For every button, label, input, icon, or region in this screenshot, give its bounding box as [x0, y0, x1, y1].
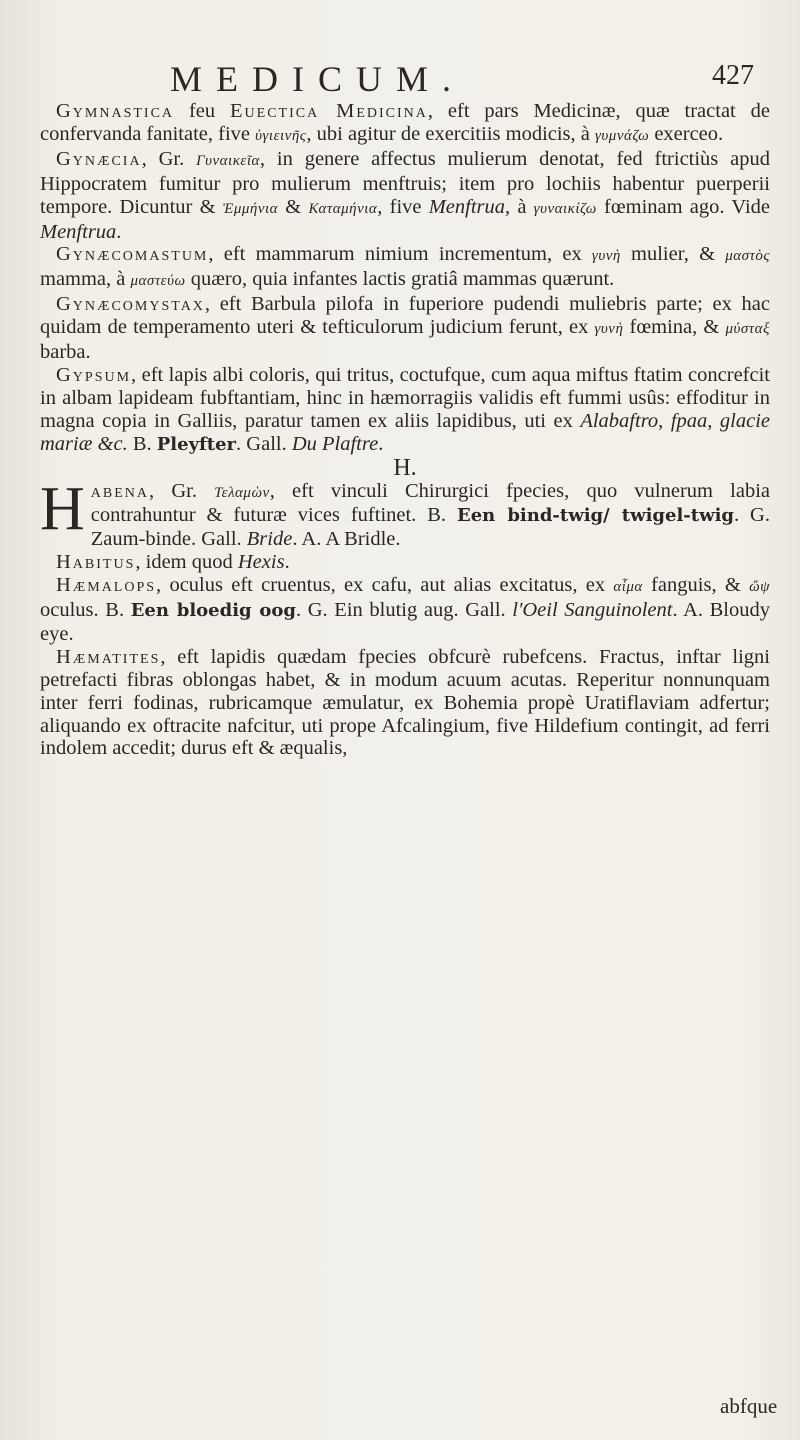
main-text [40, 100, 770, 760]
greek-term: μύσταξ [725, 321, 770, 338]
greek-term: γυναικίζω [533, 200, 597, 217]
entry-text: quæro, quia infantes lactis gratiâ mammas quærunt. [185, 268, 615, 291]
entry-text: . G. Zaum-binde. Gall. [90, 504, 770, 551]
entry-headword: Habitus [56, 551, 136, 574]
french-term: l'Oeil Sanguinolent [512, 599, 673, 622]
dutch-term: Een bloedig oog [130, 600, 296, 622]
entry-headword: Gymnastica [56, 100, 175, 122]
entry-text: , eft lapidis quædam fpecies obfcurè rubefcens. Fractus, inftar ligni petrefacti fibras oblongas habet, & in modum acuum acutas. Reperitur nonnunquam inter ferri fodinas, rubricamque æmulatur, ex Bohemia propè Uratiflaviam adfertur; aliquando ex oftracite nafcitur, uti prope Afcalingium, five Hildefium contingit, ad ferri indolem accedit; durus eft & æqualis, [40, 645, 770, 760]
greek-term: αἷμα [613, 579, 643, 596]
entry-text: , [658, 409, 671, 432]
entry-text: . Gall. [236, 432, 292, 455]
french-term: Bride [246, 528, 293, 551]
page-number: 427 [712, 60, 754, 91]
greek-term: γυνὴ [591, 248, 621, 265]
entry-text: fœmina, & [623, 316, 726, 339]
italic-term: &c. [97, 432, 128, 455]
cross-reference: Menftrua [40, 220, 117, 243]
entry-text: . [284, 551, 290, 574]
entry-text: , Gr. [141, 147, 197, 170]
entry-gynaecomastum [40, 243, 770, 293]
italic-term: Menftrua [428, 195, 506, 218]
french-term: Du Plaftre [291, 432, 379, 455]
entry-headword: Gynæcomastum [56, 243, 209, 266]
entry-text: , ubi agitur de exercitiis modicis, à [306, 122, 596, 145]
entry-text: , Gr. [149, 479, 215, 502]
entry-text: , eft vinculi Chirurgici fpecies, quo vulnerum labia contrahuntur & futuræ vices fuftinet. B. [90, 479, 771, 527]
entry-text: . A. A Bridle. [292, 528, 401, 551]
page-header [0, 58, 800, 102]
greek-term: ὑγιεινῆς [255, 127, 307, 144]
section-letter-heading: H. [393, 454, 417, 481]
entry-haemalops [40, 574, 770, 646]
entry-text: . [116, 220, 122, 243]
entry-headword: Gynæcomystax [56, 293, 205, 316]
entry-text: mamma, à [40, 268, 131, 291]
entry-text: , eft pars Medicinæ, quæ tractat de confervanda fanitate, five [40, 100, 770, 145]
entry-text: , à [505, 195, 534, 218]
running-title: MEDICUM. [170, 59, 466, 99]
entry-text: , five [377, 195, 429, 218]
entry-text: , eft mammarum nimium incrementum, ex [208, 243, 592, 266]
entry-headword: Euectica Medicina [230, 100, 428, 122]
dutch-term: Een bind-twig/ twigel-twig [456, 505, 734, 527]
entry-text: , idem quod [135, 551, 238, 574]
italic-term: glacie mariæ [40, 409, 770, 455]
entry-text: , in genere affectus mulierum denotat, fed ftrictiùs apud Hippocratem fumitur pro mulierum menftruis; item pro lochiis habentur puerperii tempore. Dicuntur & [40, 147, 771, 218]
entry-text: , oculus eft cruentus, ex cafu, aut alias excitatus, ex [156, 574, 614, 597]
greek-term: γυμνάζω [595, 127, 650, 144]
entry-text: feu [174, 100, 231, 122]
entry-habitus [40, 551, 770, 574]
entry-gynaecomystax [40, 293, 770, 364]
entry-text: . [378, 432, 384, 455]
greek-term: Καταμήνια [308, 200, 378, 217]
italic-term: fpaa [670, 409, 708, 432]
entry-text: , [707, 409, 720, 432]
dutch-term: Pleyfter [156, 433, 237, 455]
cross-reference: Hexis [237, 551, 285, 574]
entry-gynaecia [40, 148, 770, 244]
entry-headword: Hæmalops [56, 574, 157, 597]
entry-text: mulier, & [620, 243, 726, 266]
entry-haematites [40, 646, 770, 761]
entry-text: oculus. B. [40, 599, 131, 622]
entry-text: fœminam ago. Vide [596, 195, 770, 218]
entry-text: barba. [40, 341, 91, 364]
greek-term: ὤψ [749, 579, 770, 596]
entry-headword: Gypsum [56, 363, 132, 386]
entry-text: , eft lapis albi coloris, qui tritus, coctufque, cum aqua miftus ftatim concrefcit in albam lapideam fubftantiam, hinc in hæmorragiis validis eft fummi usûs: effoditur in magna copia in Galliis, paratur tamen ex aliis lapidibus, uti ex [40, 363, 770, 432]
italic-term: Alabaftro [580, 409, 659, 432]
entry-text: . A. Bloudy eye. [40, 599, 770, 645]
greek-term: μαστὸς [725, 248, 771, 265]
entry-text: & [278, 195, 309, 218]
drop-cap: H [40, 474, 85, 543]
entry-text: exerceo. [649, 122, 724, 145]
greek-term: Ἐμμήνια [222, 200, 279, 217]
entry-text: fanguis, & [642, 574, 750, 597]
entry-headword: abena [90, 479, 150, 502]
entry-headword: Hæmatites [56, 645, 161, 668]
catchword: abfque [720, 1394, 778, 1418]
entry-gypsum [40, 364, 770, 457]
entry-text: . G. Ein blutig aug. Gall. [296, 599, 513, 622]
entry-text: , eft Barbula pilofa in fuperiore pudendi muliebris parte; ex hac quidam de temperamento uteri & tefticulorum judicium ferunt, ex [40, 293, 770, 339]
entry-headword: Gynæcia [56, 147, 142, 170]
entry-habena [40, 474, 771, 552]
entry-text: B. [127, 432, 157, 455]
greek-term: γυνὴ [594, 321, 624, 338]
greek-term: μαστεύω [130, 273, 186, 290]
greek-term: Γυναικεῖα [196, 152, 260, 169]
entry-gymnastica [40, 100, 770, 148]
greek-term: Τελαμὼν [214, 484, 270, 501]
